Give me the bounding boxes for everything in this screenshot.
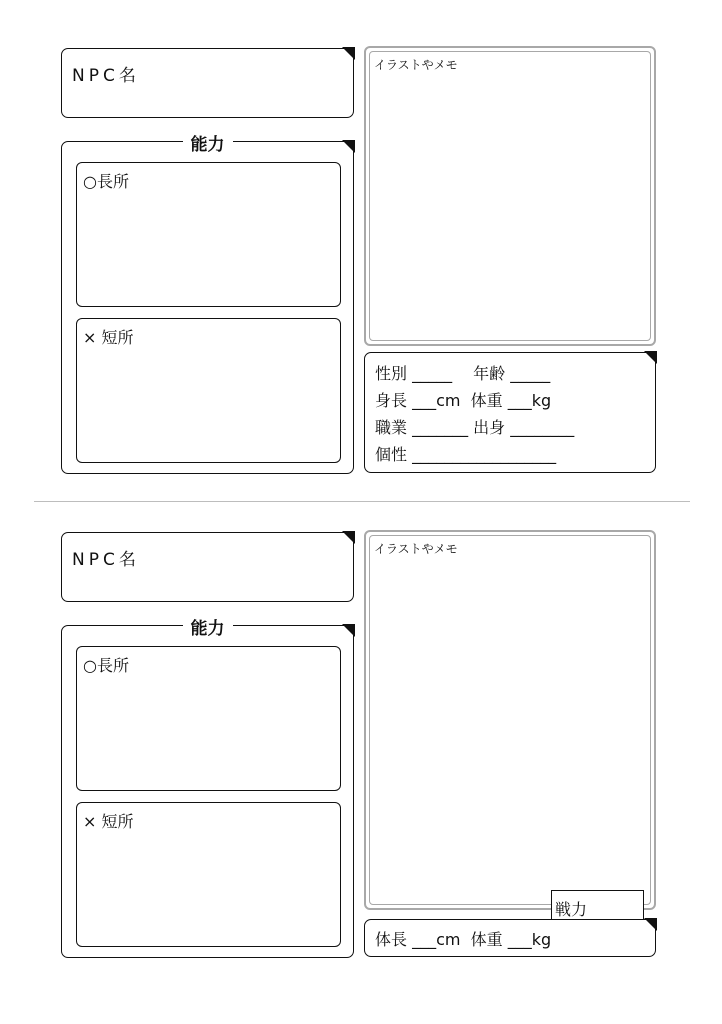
strengths-label: ○長所: [83, 172, 129, 191]
info-line-length-weight: 体長 ___cm 体重 ___kg: [375, 930, 552, 949]
illustration-area[interactable]: [364, 530, 656, 919]
weaknesses-field[interactable]: [76, 802, 341, 947]
corner-tab-icon: [342, 47, 355, 60]
npc-name-field[interactable]: [61, 48, 354, 118]
corner-tab-icon: [342, 531, 355, 544]
npc-card-2: [0, 484, 722, 984]
info-line-height-weight: 身長 ___cm 体重 ___kg: [375, 391, 552, 410]
illustration-inner-frame: [369, 51, 651, 341]
corner-tab-icon: [644, 351, 657, 364]
npc-name-label: NPC名: [72, 550, 140, 570]
ability-title: 能力: [62, 130, 353, 155]
profile-info-box[interactable]: [364, 352, 656, 473]
npc-card-1: [0, 0, 722, 490]
npc-name-field[interactable]: [61, 532, 354, 602]
weaknesses-label: × 短所: [83, 328, 134, 347]
strengths-label: ○長所: [83, 656, 129, 675]
power-label: 戦力: [555, 900, 588, 919]
illustration-label: イラストやメモ: [374, 58, 458, 72]
weaknesses-label: × 短所: [83, 812, 134, 831]
ability-section: [61, 619, 354, 958]
illustration-area[interactable]: [364, 46, 656, 346]
illustration-label: イラストやメモ: [374, 542, 458, 556]
illustration-inner-frame: [369, 535, 651, 905]
corner-tab-icon: [644, 918, 657, 931]
body-stat-box[interactable]: [364, 919, 656, 957]
strengths-field[interactable]: [76, 646, 341, 791]
ability-title: 能力: [62, 614, 353, 639]
info-line-gender-age: 性別 _____ 年齢 _____: [375, 364, 551, 383]
npc-name-label: NPC名: [72, 66, 140, 86]
ability-section: [61, 135, 354, 474]
info-line-job-origin: 職業 _______ 出身 ________: [375, 418, 575, 437]
info-line-personality: 個性 __________________: [375, 445, 557, 464]
weaknesses-field[interactable]: [76, 318, 341, 463]
strengths-field[interactable]: [76, 162, 341, 307]
